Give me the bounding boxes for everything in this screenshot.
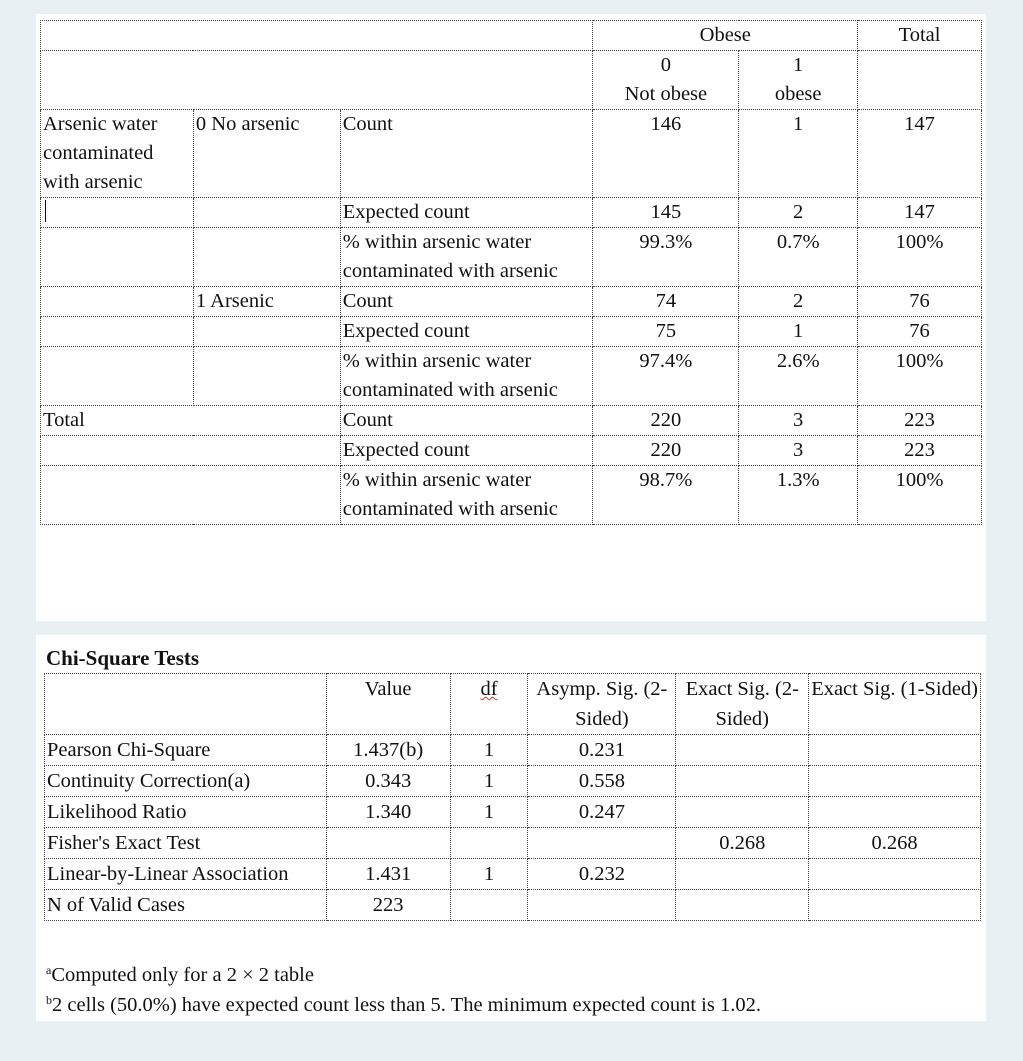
df-cell: 1 xyxy=(450,766,528,797)
table-row xyxy=(41,198,982,228)
exact-sig-2-cell xyxy=(676,890,809,921)
value-cell: 220 xyxy=(593,436,739,466)
asymp-sig-cell: 0.247 xyxy=(528,797,676,828)
test-label: Fisher's Exact Test xyxy=(45,828,327,859)
col-name: obese xyxy=(774,83,822,105)
exact-sig-2-cell xyxy=(676,797,809,828)
footnote-text: 2 cells (50.0%) have expected count less than 5. The minimum expected count is 1.02. xyxy=(52,994,761,1016)
table-row xyxy=(41,406,982,436)
df-cell: 1 xyxy=(450,797,528,828)
value-cell: 146 xyxy=(593,110,739,198)
value-cell: 1.3% xyxy=(739,466,858,525)
col-code: 1 xyxy=(793,54,804,76)
total-cell: 76 xyxy=(858,287,982,317)
value-cell: 1 xyxy=(739,317,858,347)
value-cell: 1 xyxy=(739,110,858,198)
exact-sig-2-header: Exact Sig. (2-Sided) xyxy=(676,674,809,735)
value-cell: 97.4% xyxy=(593,347,739,406)
value-cell: 3 xyxy=(739,406,858,436)
table-row xyxy=(45,735,981,766)
df-header xyxy=(450,674,528,735)
stat-label: Expected count xyxy=(340,436,593,466)
test-label: Likelihood Ratio xyxy=(45,797,327,828)
chi-square-table xyxy=(44,673,981,921)
table-row xyxy=(45,828,981,859)
value-cell: 99.3% xyxy=(593,228,739,287)
df-cell: 1 xyxy=(450,735,528,766)
empty-cell xyxy=(193,198,340,228)
footnote-marker: a xyxy=(46,963,52,977)
table-row xyxy=(41,110,982,198)
value-cell: 2 xyxy=(739,287,858,317)
empty-cell xyxy=(193,317,340,347)
col-code: 0 xyxy=(660,54,671,76)
asymp-sig-cell: 0.231 xyxy=(528,735,676,766)
empty-cell xyxy=(41,466,341,525)
col-name: Not obese xyxy=(624,83,708,105)
exact-sig-2-cell xyxy=(676,735,809,766)
value-cell: 223 xyxy=(326,890,450,921)
value-cell: 2.6% xyxy=(739,347,858,406)
crosstab-header-row-1 xyxy=(41,21,982,51)
crosstab-panel xyxy=(36,14,986,621)
table-row xyxy=(41,436,982,466)
asymp-sig-cell: 0.232 xyxy=(528,859,676,890)
col-obese-header xyxy=(739,51,858,110)
table-row xyxy=(45,766,981,797)
empty-cell xyxy=(41,347,194,406)
empty-corner-cell xyxy=(41,21,593,51)
chi-square-panel xyxy=(36,635,986,1021)
footnote-b xyxy=(46,987,761,1018)
df-cell: 1 xyxy=(450,859,528,890)
empty-cell xyxy=(41,436,341,466)
value-cell: 1.437(b) xyxy=(326,735,450,766)
empty-cell xyxy=(41,287,194,317)
value-cell: 1.340 xyxy=(326,797,450,828)
df-cell xyxy=(450,828,528,859)
total-cell: 100% xyxy=(858,228,982,287)
value-cell: 98.7% xyxy=(593,466,739,525)
table-row xyxy=(45,797,981,828)
table-row xyxy=(45,859,981,890)
empty-corner-cell xyxy=(41,51,593,110)
exact-sig-1-cell xyxy=(809,890,981,921)
stat-label: Expected count xyxy=(340,317,593,347)
exact-sig-2-cell xyxy=(676,766,809,797)
value-cell: 0.343 xyxy=(326,766,450,797)
crosstab-header-row-2 xyxy=(41,51,982,110)
asymp-sig-cell xyxy=(528,828,676,859)
df-cell xyxy=(450,890,528,921)
test-label: N of Valid Cases xyxy=(45,890,327,921)
test-label: Linear-by-Linear Association xyxy=(45,859,327,890)
exact-sig-1-cell xyxy=(809,766,981,797)
value-cell: 74 xyxy=(593,287,739,317)
total-row-label: Total xyxy=(41,406,341,436)
stat-label: % within arsenic water contaminated with arsenic xyxy=(340,466,593,525)
value-cell: 1.431 xyxy=(326,859,450,890)
editable-cell[interactable] xyxy=(41,198,194,228)
stat-label: Expected count xyxy=(340,198,593,228)
value-header: Value xyxy=(326,674,450,735)
value-cell xyxy=(326,828,450,859)
exact-sig-1-cell xyxy=(809,735,981,766)
total-cell: 223 xyxy=(858,406,982,436)
value-cell: 0.7% xyxy=(739,228,858,287)
value-cell: 2 xyxy=(739,198,858,228)
table-row xyxy=(41,347,982,406)
exact-sig-1-cell: 0.268 xyxy=(809,828,981,859)
empty-cell xyxy=(41,317,194,347)
empty-cell xyxy=(858,51,982,110)
group-label: 0 No arsenic xyxy=(193,110,340,198)
table-row xyxy=(41,317,982,347)
total-header: Total xyxy=(858,21,982,51)
empty-cell xyxy=(193,347,340,406)
asymp-sig-cell xyxy=(528,890,676,921)
empty-cell xyxy=(193,228,340,287)
total-cell: 147 xyxy=(858,110,982,198)
obese-header: Obese xyxy=(593,21,858,51)
exact-sig-2-cell xyxy=(676,859,809,890)
total-cell: 147 xyxy=(858,198,982,228)
exact-sig-2-cell: 0.268 xyxy=(676,828,809,859)
df-header-text: df xyxy=(480,678,498,700)
stat-label: Count xyxy=(340,406,593,436)
value-cell: 3 xyxy=(739,436,858,466)
chi-square-title: Chi-Square Tests xyxy=(46,646,200,670)
asymp-sig-header: Asymp. Sig. (2-Sided) xyxy=(528,674,676,735)
col-not-obese-header xyxy=(593,51,739,110)
total-cell: 100% xyxy=(858,347,982,406)
stat-label: Count xyxy=(340,110,593,198)
value-cell: 75 xyxy=(593,317,739,347)
total-cell: 100% xyxy=(858,466,982,525)
footnote-marker: b xyxy=(46,993,52,1007)
footnote-a xyxy=(46,957,314,988)
value-cell: 220 xyxy=(593,406,739,436)
empty-cell xyxy=(41,228,194,287)
exact-sig-1-cell xyxy=(809,859,981,890)
stat-label: Count xyxy=(340,287,593,317)
table-row xyxy=(41,228,982,287)
stat-label: % within arsenic water contaminated with arsenic xyxy=(340,228,593,287)
group-label: 1 Arsenic xyxy=(193,287,340,317)
crosstab-table xyxy=(40,20,982,525)
asymp-sig-cell: 0.558 xyxy=(528,766,676,797)
total-cell: 76 xyxy=(858,317,982,347)
test-label: Pearson Chi-Square xyxy=(45,735,327,766)
row-variable-label: Arsenic water contaminated with arsenic xyxy=(41,110,194,198)
footnote-text: Computed only for a 2 × 2 table xyxy=(51,964,314,986)
value-cell: 145 xyxy=(593,198,739,228)
chi-header-row xyxy=(45,674,981,735)
stat-label: % within arsenic water contaminated with arsenic xyxy=(340,347,593,406)
test-label: Continuity Correction(a) xyxy=(45,766,327,797)
table-row xyxy=(41,287,982,317)
exact-sig-1-header: Exact Sig. (1-Sided) xyxy=(809,674,981,735)
table-row xyxy=(41,466,982,525)
table-row xyxy=(45,890,981,921)
text-cursor xyxy=(45,200,46,222)
empty-corner-cell xyxy=(45,674,327,735)
total-cell: 223 xyxy=(858,436,982,466)
exact-sig-1-cell xyxy=(809,797,981,828)
